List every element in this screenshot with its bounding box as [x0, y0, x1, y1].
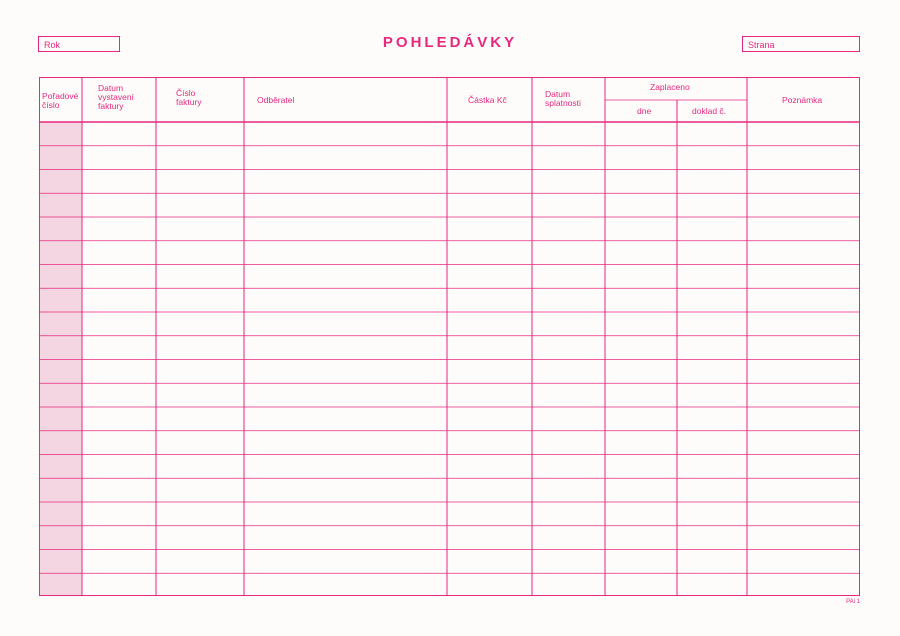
column-header-paid: Zaplaceno	[650, 82, 690, 92]
column-header-note: Poznámka	[782, 95, 823, 105]
column-header-issue-date: Datum vystavení faktury	[98, 83, 134, 111]
receivables-ledger-table	[39, 77, 860, 596]
ledger-grid	[40, 78, 860, 596]
page-number-label: Strana	[748, 40, 775, 50]
year-label: Rok	[44, 40, 61, 50]
page-title: POHLEDÁVKY	[382, 34, 518, 51]
column-header-order-number: Pořadové číslo	[42, 91, 79, 110]
column-header-amount: Částka Kč	[468, 95, 507, 105]
column-header-paid-document: doklad č.	[692, 106, 727, 116]
column-header-customer: Odběratel	[257, 95, 295, 105]
column-header-paid-day: dne	[637, 106, 652, 116]
column-header-due-date: Datum splatnosti	[545, 89, 581, 108]
form-code: PAi 1	[846, 599, 860, 605]
page-number-field[interactable]	[742, 36, 860, 52]
column-header-invoice-number: Číslo faktury	[176, 88, 202, 107]
